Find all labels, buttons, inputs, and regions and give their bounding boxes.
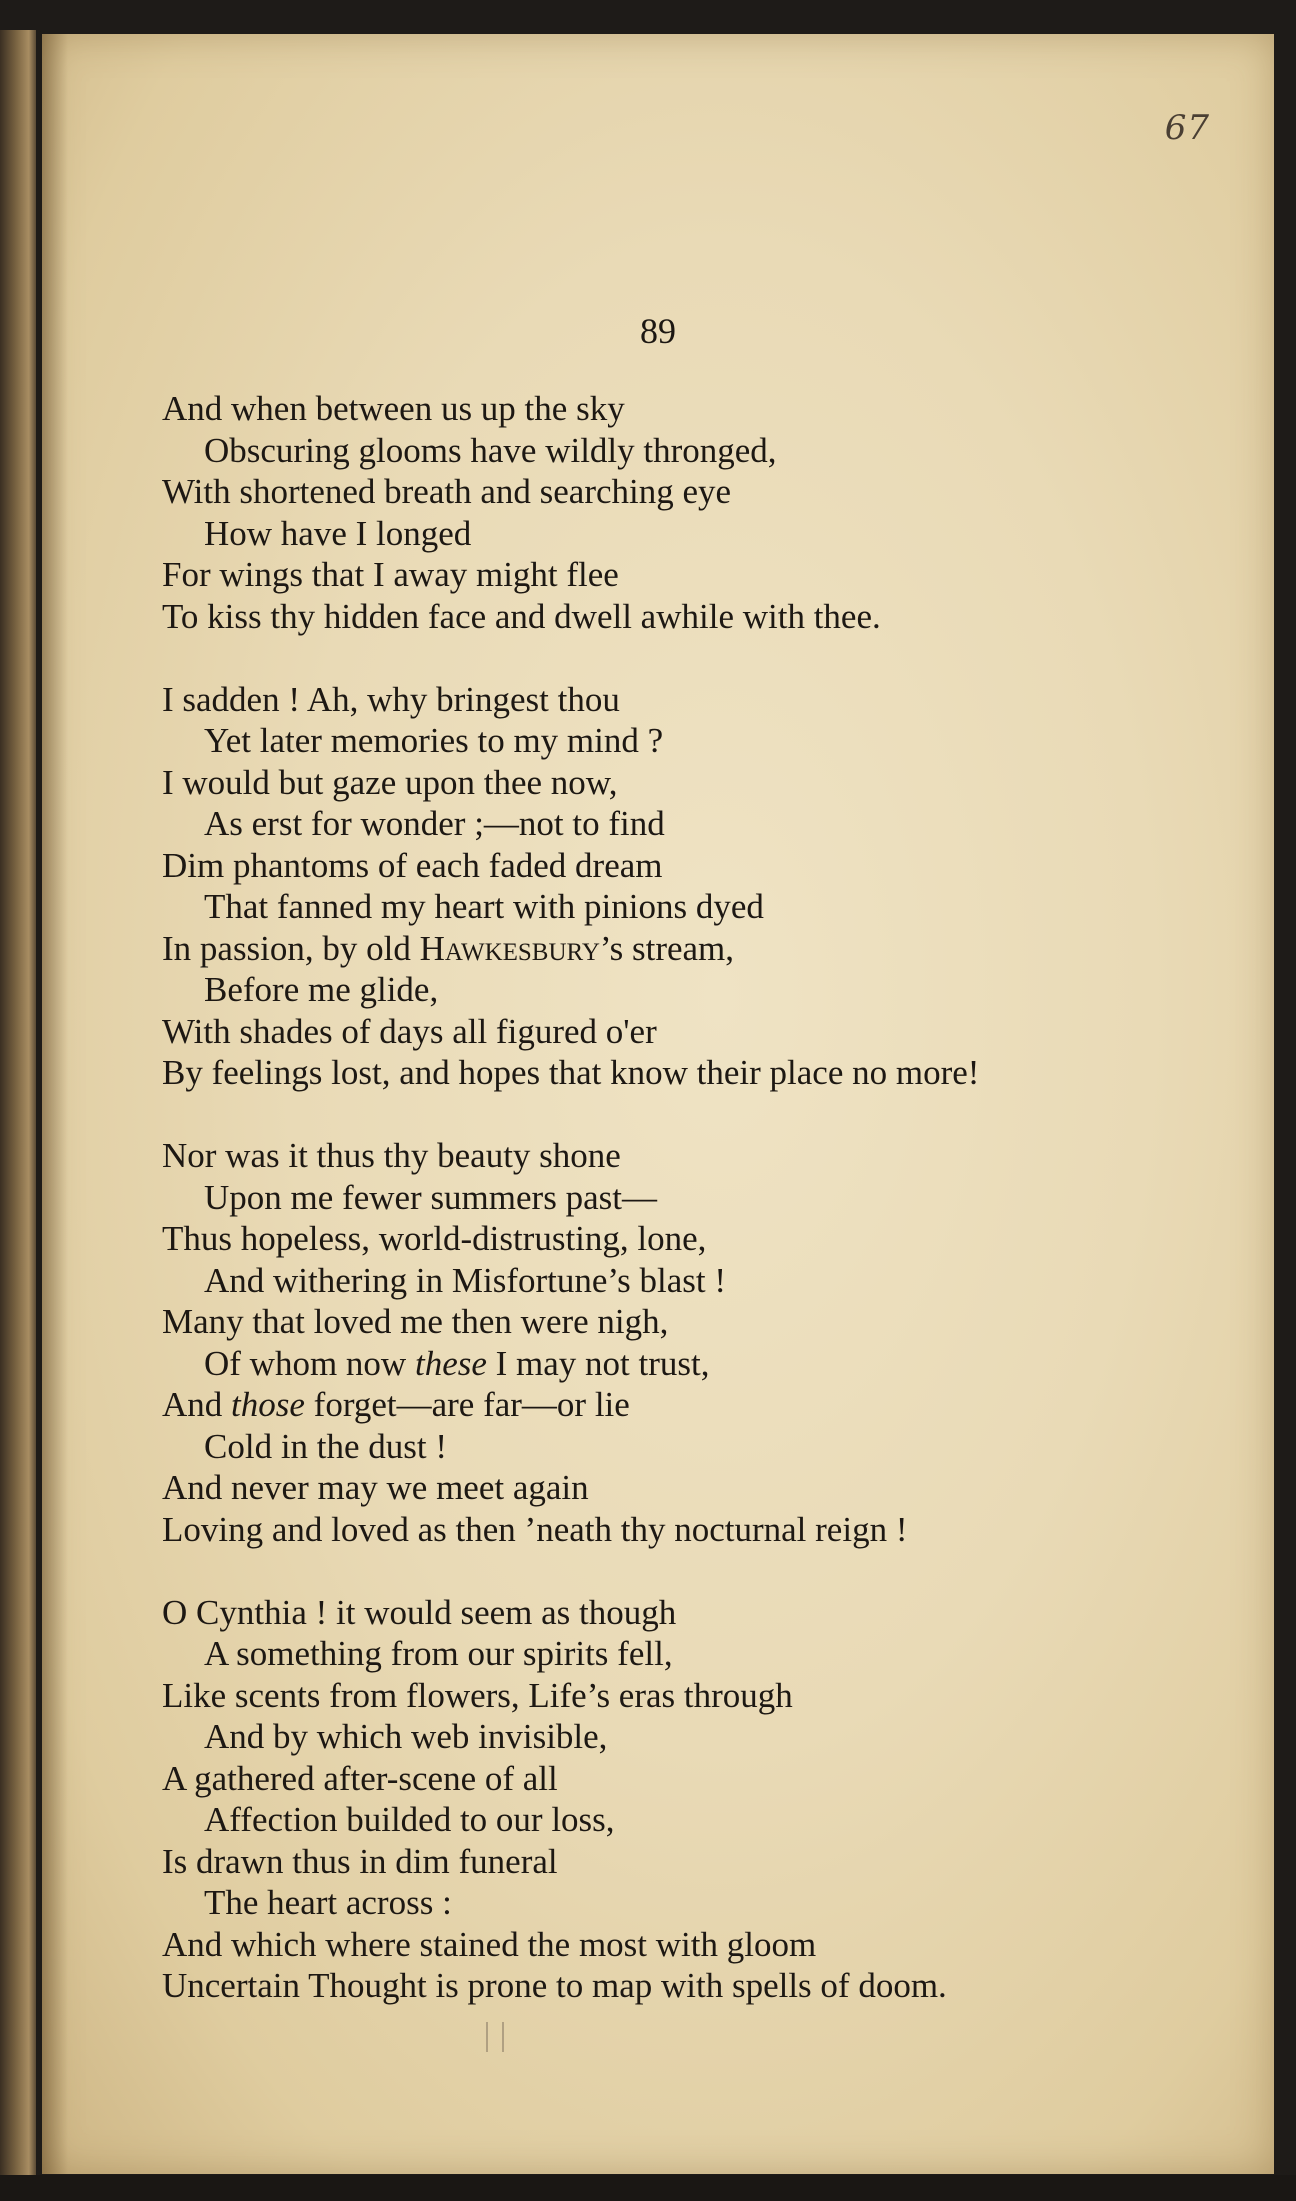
line-segment: forget—are far—or lie [304, 1385, 630, 1424]
poem-line: As erst for wonder ;—not to find [204, 804, 665, 843]
page-number: 89 [640, 311, 676, 351]
poem-line: And never may we meet again [162, 1468, 589, 1507]
line-segment: I may not trust, [486, 1343, 710, 1383]
poem-line: O Cynthia ! it would seem as though [162, 1592, 677, 1632]
poem-line: I sadden ! Ah, why bringest thou [162, 679, 620, 719]
poem-line: Uncertain Thought is prone to map with spells of doom. [162, 1966, 947, 2005]
stanza [162, 679, 1242, 1094]
poem-line: Upon me fewer summers past— [204, 1177, 657, 1217]
stanza [162, 388, 1242, 637]
poem-line [162, 1384, 1242, 1426]
stanza [162, 1135, 1242, 1550]
poem-line: Thus hopeless, world-distrusting, lone, [162, 1219, 707, 1258]
poem-line: And withering in Misfortune’s blast ! [204, 1260, 727, 1300]
poem-line: Obscuring glooms have wildly thronged, [204, 430, 777, 470]
poem-line: To kiss thy hidden face and dwell awhile with thee. [162, 596, 881, 636]
poem-line [162, 928, 1242, 970]
poem-line: That fanned my heart with pinions dyed [204, 887, 764, 926]
line-segment: In passion, by old [162, 928, 420, 968]
handwritten-folio-number: 67 [1164, 108, 1210, 148]
poem-line: I would but gaze upon thee now, [162, 762, 618, 802]
poem-line: Is drawn thus in dim funeral [162, 1841, 558, 1881]
poem-line: Affection builded to our loss, [204, 1800, 615, 1839]
line-segment: those [231, 1385, 305, 1424]
poem-line: With shades of days all figured o'er [162, 1011, 657, 1051]
poem-line: Cold in the dust ! [204, 1426, 448, 1466]
poem-line: A gathered after-scene of all [162, 1758, 558, 1798]
poem-line: Like scents from flowers, Life’s eras through [162, 1675, 793, 1715]
poem-line: Nor was it thus thy beauty shone [162, 1136, 621, 1175]
poem-line: And when between us up the sky [162, 389, 625, 428]
poem-line: How have I longed [204, 513, 472, 553]
poem-line: By feelings lost, and hopes that know their place no more! [162, 1053, 980, 1092]
poem-line: And by which web invisible, [204, 1717, 608, 1756]
line-segment: Of whom now [204, 1343, 415, 1383]
poem-line: Yet later memories to my mind ? [204, 721, 664, 760]
stanza [162, 1592, 1242, 2007]
poem-line: And which where stained the most with gloom [162, 1924, 817, 1964]
poem-text [162, 388, 1242, 2007]
poem-line: A something from our spirits fell, [204, 1634, 673, 1673]
line-segment: And [162, 1385, 232, 1424]
poem-line: Many that loved me then were nigh, [162, 1302, 669, 1341]
poem-line: The heart across : [204, 1883, 452, 1922]
poem-line [162, 1343, 1242, 1385]
scan-bottom-border [0, 2175, 1296, 2201]
pencil-mark [486, 2022, 504, 2052]
poem-line: With shortened breath and searching eye [162, 472, 732, 511]
poem-line: Loving and loved as then ’neath thy nocturnal reign ! [162, 1509, 908, 1549]
book-page [42, 34, 1274, 2174]
line-segment: ’s stream, [599, 928, 735, 968]
line-segment: Hawkesbury [419, 928, 600, 968]
poem-line: Dim phantoms of each faded dream [162, 845, 663, 885]
previous-page-edge [0, 30, 36, 2180]
poem-line: For wings that I away might flee [162, 555, 619, 594]
line-segment: these [414, 1343, 487, 1383]
poem-line: Before me glide, [204, 970, 439, 1009]
